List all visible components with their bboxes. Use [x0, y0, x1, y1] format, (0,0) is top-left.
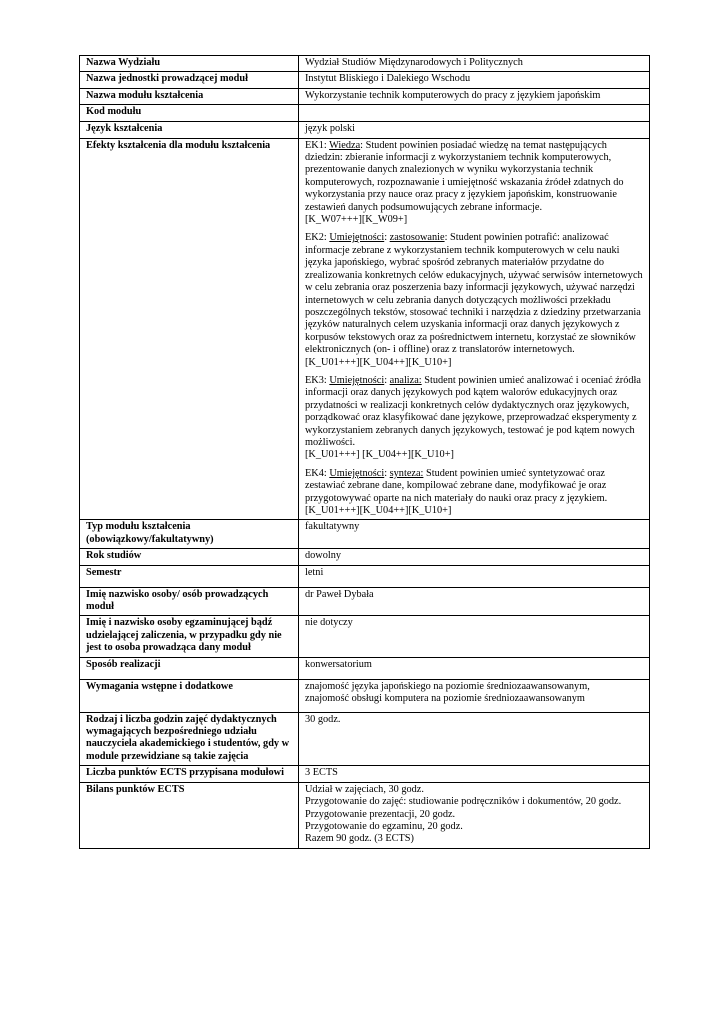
table-row	[80, 565, 650, 587]
table-row	[80, 105, 650, 122]
contact-hours-value: 30 godz.	[299, 712, 650, 766]
requirements-label: Wymagania wstępne i dodatkowe	[80, 679, 299, 712]
module-type-label: Typ modułu kształcenia (obowiązkowy/fakultatywny)	[80, 520, 299, 549]
outcome-subcategory: synteza:	[389, 467, 424, 479]
module-name-label: Nazwa modułu kształcenia	[80, 88, 299, 104]
study-year-value: dowolny	[299, 549, 650, 565]
delivery-mode-label: Sposób realizacji	[80, 657, 299, 679]
outcome-prefix: EK4:	[305, 467, 330, 479]
language-value: język polski	[299, 122, 650, 138]
outcome-ek2	[305, 232, 645, 368]
ects-points-value: 3 ECTS	[299, 766, 650, 782]
outcome-prefix: EK3:	[305, 374, 330, 386]
semester-label: Semestr	[80, 565, 299, 587]
outcome-codes: [K_U01+++] [K_U04++][K_U10+]	[305, 449, 454, 461]
table-row	[80, 657, 650, 679]
outcome-text: : Student powinien posiadać wiedzę na temat następujących dziedzin: zbieranie informacji z wykorzystaniem technik komputerowych, prezentowanie danych znalezionych w wyniku wykorzystania technik komputerowych, rozpoznawanie i umiejętność wskazania źródeł zdatnych do wykorzystania przy nauce oraz pracy z językiem japońskim, konstruowanie zestawień danych podsumowujących zebrane informacje.	[305, 139, 624, 213]
outcome-subcategory: zastosowanie	[389, 232, 445, 244]
study-year-label: Rok studiów	[80, 549, 299, 565]
ects-balance-line: Przygotowanie prezentacji, 20 godz.	[305, 808, 456, 820]
requirements-value	[299, 679, 650, 712]
table-row	[80, 138, 650, 520]
outcome-ek1	[305, 140, 645, 227]
outcome-separator: :	[384, 467, 390, 479]
module-name-value: Wykorzystanie technik komputerowych do pracy z językiem japońskim	[299, 88, 650, 104]
table-row	[80, 122, 650, 138]
table-row	[80, 587, 650, 616]
faculty-name-value: Wydział Studiów Międzynarodowych i Politycznych	[299, 56, 650, 72]
outcome-codes: [K_W07+++][K_W09+]	[305, 214, 408, 226]
module-code-label: Kod modułu	[80, 105, 299, 122]
semester-value: letni	[299, 565, 650, 587]
outcome-separator: :	[384, 374, 390, 386]
ects-balance-label: Bilans punktów ECTS	[80, 782, 299, 848]
examiner-label: Imię i nazwisko osoby egzaminującej bądź udzielającej zaliczenia, w przypadku gdy nie jest to osoba prowadząca dany moduł	[80, 616, 299, 657]
table-row	[80, 712, 650, 766]
outcome-text: Student powinien umieć syntetyzować oraz zestawiać zebrane dane, kompilować zebrane dane, modyfikować je oraz przygotowywać oparte na nich materiały do nauki oraz pracy z językiem.	[305, 467, 608, 504]
unit-name-label: Nazwa jednostki prowadzącej moduł	[80, 72, 299, 88]
module-code-value	[299, 105, 650, 122]
table-row	[80, 56, 650, 72]
ects-balance-value	[299, 782, 650, 848]
requirement-line: znajomość obsługi komputera na poziomie średniozaawansowanym	[305, 693, 585, 705]
table-row	[80, 782, 650, 848]
outcome-text: : Student powinien potrafić: analizować informacje zebrane z wykorzystaniem technik komputerowych w celu nauki języka japońskiego, wybrać spośród zebranych materiałów przydatne do zrealizowania konkretnych celów edukacyjnych, używać serwisów internetowych w celu zebrania oraz poszerzenia bazy informacji językowych, używać narzędzi internetowych w celu zebrania danych dotyczących możliwości przekładu poszczególnych tekstów, stosować techniki i narzędzia z dziedziny przetwarzania języków naturalnych celem uzyskania informacji oraz danych językowych z korpusów tekstowych oraz za pośrednictwem internetu, korzystać ze słowników elektronicznych (on- i offline) oraz z translatorów internetowych.	[305, 232, 643, 356]
outcome-prefix: EK2:	[305, 232, 330, 244]
examiner-value: nie dotyczy	[299, 616, 650, 657]
outcome-category: Wiedza	[329, 139, 361, 151]
learning-outcomes-value	[299, 138, 650, 520]
ects-balance-line: Przygotowanie do egzaminu, 20 godz.	[305, 820, 463, 832]
outcome-category: Umiejętności	[329, 232, 385, 244]
outcome-category: Umiejętności	[329, 467, 385, 479]
contact-hours-label: Rodzaj i liczba godzin zajęć dydaktycznych wymagających bezpośredniego udziału nauczyciela akademickiego i studentów, gdy w module przewidziane są takie zajęcia	[80, 712, 299, 766]
ects-balance-line: Przygotowanie do zajęć: studiowanie podręczników i dokumentów, 20 godz.	[305, 796, 622, 808]
outcome-text: Student powinien umieć analizować i oceniać źródła informacji oraz danych językowych pod kątem walorów edukacyjnych oraz przydatności w realizacji konkretnych celów dydaktycznych oraz językowych, porządkować oraz klasyfikować dane językowe, przeprowadzać eksperymenty z wykorzystaniem zebranych danych językowych, testować je pod kątem nowych możliwości.	[305, 374, 641, 448]
table-row	[80, 679, 650, 712]
ects-balance-line: Udział w zajęciach, 30 godz.	[305, 783, 424, 795]
outcome-ek4	[305, 468, 645, 518]
instructor-value: dr Paweł Dybała	[299, 587, 650, 616]
module-description-table	[79, 55, 650, 849]
delivery-mode-value: konwersatorium	[299, 657, 650, 679]
outcome-prefix: EK1:	[305, 139, 330, 151]
outcome-codes: [K_U01+++][K_U04++][K_U10+]	[305, 505, 452, 516]
outcome-separator: :	[384, 232, 390, 244]
ects-points-label: Liczba punktów ECTS przypisana modułowi	[80, 766, 299, 782]
outcome-subcategory: analiza:	[389, 374, 422, 386]
outcome-ek3	[305, 375, 645, 462]
instructor-label: Imię nazwisko osoby/ osób prowadzących moduł	[80, 587, 299, 616]
table-row	[80, 72, 650, 88]
outcome-codes: [K_U01+++][K_U04++][K_U10+]	[305, 356, 452, 368]
table-row	[80, 88, 650, 104]
unit-name-value: Instytut Bliskiego i Dalekiego Wschodu	[299, 72, 650, 88]
learning-outcomes-label: Efekty kształcenia dla modułu kształcenia	[80, 138, 299, 520]
faculty-name-label: Nazwa Wydziału	[80, 56, 299, 72]
table-row	[80, 549, 650, 565]
table-row	[80, 766, 650, 782]
table-row	[80, 616, 650, 657]
outcome-category: Umiejętności	[329, 374, 385, 386]
requirement-line: znajomość języka japońskiego na poziomie średniozaawansowanym,	[305, 680, 590, 692]
language-label: Język kształcenia	[80, 122, 299, 138]
module-type-value: fakultatywny	[299, 520, 650, 549]
table-row	[80, 520, 650, 549]
ects-balance-line: Razem 90 godz. (3 ECTS)	[305, 833, 414, 845]
